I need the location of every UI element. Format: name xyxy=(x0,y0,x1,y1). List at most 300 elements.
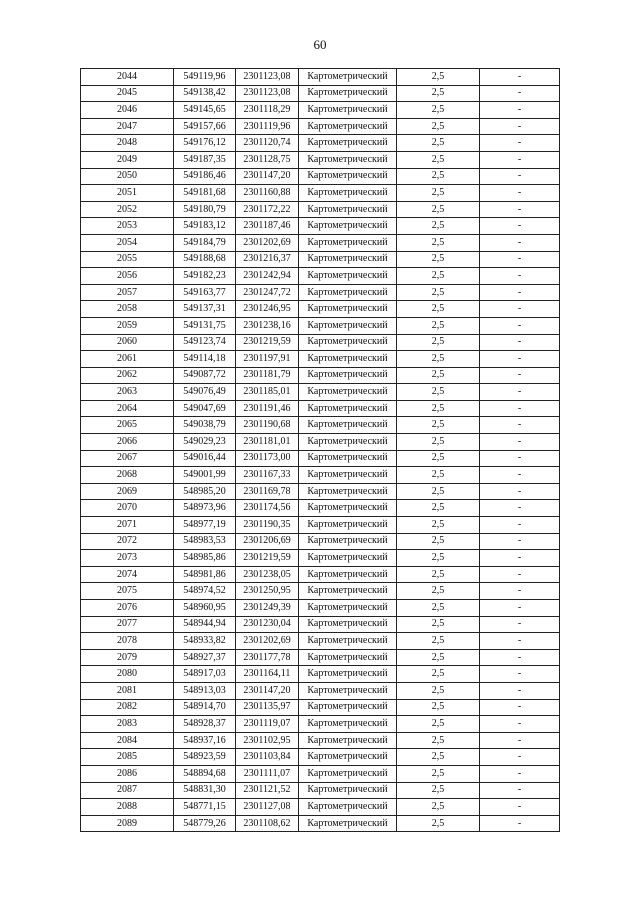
table-row xyxy=(81,633,560,650)
y-coordinate-cell: 2301238,16 xyxy=(236,317,299,334)
description-cell: - xyxy=(480,716,560,733)
accuracy-cell: 2,5 xyxy=(397,384,480,401)
x-coordinate-cell: 548917,03 xyxy=(174,666,236,683)
accuracy-cell: 2,5 xyxy=(397,284,480,301)
y-coordinate-cell: 2301147,20 xyxy=(236,168,299,185)
accuracy-cell: 2,5 xyxy=(397,317,480,334)
point-number-cell: 2087 xyxy=(81,782,174,799)
y-coordinate-cell: 2301173,00 xyxy=(236,450,299,467)
table-row xyxy=(81,218,560,235)
y-coordinate-cell: 2301123,08 xyxy=(236,85,299,102)
table-row xyxy=(81,533,560,550)
description-cell: - xyxy=(480,434,560,451)
table-row xyxy=(81,600,560,617)
description-cell: - xyxy=(480,633,560,650)
table-row xyxy=(81,168,560,185)
description-cell: - xyxy=(480,666,560,683)
accuracy-cell: 2,5 xyxy=(397,301,480,318)
table-row xyxy=(81,85,560,102)
accuracy-cell: 2,5 xyxy=(397,268,480,285)
table-row xyxy=(81,583,560,600)
y-coordinate-cell: 2301177,78 xyxy=(236,649,299,666)
description-cell: - xyxy=(480,185,560,202)
x-coordinate-cell: 549038,79 xyxy=(174,417,236,434)
y-coordinate-cell: 2301206,69 xyxy=(236,533,299,550)
point-number-cell: 2061 xyxy=(81,351,174,368)
description-cell: - xyxy=(480,102,560,119)
x-coordinate-cell: 549180,79 xyxy=(174,201,236,218)
y-coordinate-cell: 2301190,68 xyxy=(236,417,299,434)
accuracy-cell: 2,5 xyxy=(397,782,480,799)
method-cell: Картометрический xyxy=(299,815,397,832)
point-number-cell: 2055 xyxy=(81,251,174,268)
table-row xyxy=(81,716,560,733)
y-coordinate-cell: 2301202,69 xyxy=(236,234,299,251)
y-coordinate-cell: 2301164,11 xyxy=(236,666,299,683)
point-number-cell: 2085 xyxy=(81,749,174,766)
method-cell: Картометрический xyxy=(299,749,397,766)
point-number-cell: 2067 xyxy=(81,450,174,467)
x-coordinate-cell: 548937,16 xyxy=(174,732,236,749)
description-cell: - xyxy=(480,517,560,534)
point-number-cell: 2066 xyxy=(81,434,174,451)
point-number-cell: 2058 xyxy=(81,301,174,318)
accuracy-cell: 2,5 xyxy=(397,533,480,550)
y-coordinate-cell: 2301135,97 xyxy=(236,699,299,716)
description-cell: - xyxy=(480,317,560,334)
method-cell: Картометрический xyxy=(299,218,397,235)
description-cell: - xyxy=(480,749,560,766)
method-cell: Картометрический xyxy=(299,765,397,782)
description-cell: - xyxy=(480,168,560,185)
x-coordinate-cell: 548927,37 xyxy=(174,649,236,666)
x-coordinate-cell: 549184,79 xyxy=(174,234,236,251)
x-coordinate-cell: 548779,26 xyxy=(174,815,236,832)
x-coordinate-cell: 549123,74 xyxy=(174,334,236,351)
y-coordinate-cell: 2301147,20 xyxy=(236,682,299,699)
x-coordinate-cell: 549187,35 xyxy=(174,151,236,168)
table-row xyxy=(81,351,560,368)
table-row xyxy=(81,749,560,766)
method-cell: Картометрический xyxy=(299,317,397,334)
method-cell: Картометрический xyxy=(299,69,397,86)
description-cell: - xyxy=(480,284,560,301)
accuracy-cell: 2,5 xyxy=(397,450,480,467)
y-coordinate-cell: 2301108,62 xyxy=(236,815,299,832)
y-coordinate-cell: 2301167,33 xyxy=(236,467,299,484)
x-coordinate-cell: 548977,19 xyxy=(174,517,236,534)
description-cell: - xyxy=(480,616,560,633)
accuracy-cell: 2,5 xyxy=(397,815,480,832)
table-row xyxy=(81,284,560,301)
description-cell: - xyxy=(480,682,560,699)
accuracy-cell: 2,5 xyxy=(397,168,480,185)
description-cell: - xyxy=(480,351,560,368)
y-coordinate-cell: 2301127,08 xyxy=(236,799,299,816)
point-number-cell: 2056 xyxy=(81,268,174,285)
method-cell: Картометрический xyxy=(299,716,397,733)
table-row xyxy=(81,467,560,484)
description-cell: - xyxy=(480,234,560,251)
y-coordinate-cell: 2301160,88 xyxy=(236,185,299,202)
accuracy-cell: 2,5 xyxy=(397,550,480,567)
table-row xyxy=(81,417,560,434)
x-coordinate-cell: 549016,44 xyxy=(174,450,236,467)
accuracy-cell: 2,5 xyxy=(397,699,480,716)
description-cell: - xyxy=(480,799,560,816)
description-cell: - xyxy=(480,500,560,517)
accuracy-cell: 2,5 xyxy=(397,201,480,218)
method-cell: Картометрический xyxy=(299,732,397,749)
table-row xyxy=(81,434,560,451)
x-coordinate-cell: 549138,42 xyxy=(174,85,236,102)
method-cell: Картометрический xyxy=(299,533,397,550)
y-coordinate-cell: 2301128,75 xyxy=(236,151,299,168)
table-row xyxy=(81,799,560,816)
table-row xyxy=(81,566,560,583)
method-cell: Картометрический xyxy=(299,367,397,384)
point-number-cell: 2073 xyxy=(81,550,174,567)
x-coordinate-cell: 548983,53 xyxy=(174,533,236,550)
accuracy-cell: 2,5 xyxy=(397,234,480,251)
method-cell: Картометрический xyxy=(299,649,397,666)
method-cell: Картометрический xyxy=(299,799,397,816)
x-coordinate-cell: 549001,99 xyxy=(174,467,236,484)
description-cell: - xyxy=(480,699,560,716)
y-coordinate-cell: 2301202,69 xyxy=(236,633,299,650)
point-number-cell: 2077 xyxy=(81,616,174,633)
x-coordinate-cell: 549137,31 xyxy=(174,301,236,318)
point-number-cell: 2051 xyxy=(81,185,174,202)
table-row xyxy=(81,682,560,699)
x-coordinate-cell: 548894,68 xyxy=(174,765,236,782)
y-coordinate-cell: 2301111,07 xyxy=(236,765,299,782)
coordinates-table xyxy=(80,68,560,832)
table-row xyxy=(81,616,560,633)
description-cell: - xyxy=(480,566,560,583)
description-cell: - xyxy=(480,649,560,666)
description-cell: - xyxy=(480,550,560,567)
accuracy-cell: 2,5 xyxy=(397,483,480,500)
y-coordinate-cell: 2301216,37 xyxy=(236,251,299,268)
accuracy-cell: 2,5 xyxy=(397,69,480,86)
method-cell: Картометрический xyxy=(299,268,397,285)
point-number-cell: 2079 xyxy=(81,649,174,666)
description-cell: - xyxy=(480,732,560,749)
table-row xyxy=(81,69,560,86)
x-coordinate-cell: 549145,65 xyxy=(174,102,236,119)
y-coordinate-cell: 2301246,95 xyxy=(236,301,299,318)
accuracy-cell: 2,5 xyxy=(397,616,480,633)
y-coordinate-cell: 2301103,84 xyxy=(236,749,299,766)
accuracy-cell: 2,5 xyxy=(397,351,480,368)
description-cell: - xyxy=(480,151,560,168)
table-row xyxy=(81,301,560,318)
table-row xyxy=(81,251,560,268)
table-row xyxy=(81,500,560,517)
table-row xyxy=(81,151,560,168)
x-coordinate-cell: 549163,77 xyxy=(174,284,236,301)
y-coordinate-cell: 2301242,94 xyxy=(236,268,299,285)
x-coordinate-cell: 549029,23 xyxy=(174,434,236,451)
y-coordinate-cell: 2301191,46 xyxy=(236,400,299,417)
table-row xyxy=(81,666,560,683)
point-number-cell: 2052 xyxy=(81,201,174,218)
y-coordinate-cell: 2301172,22 xyxy=(236,201,299,218)
method-cell: Картометрический xyxy=(299,467,397,484)
x-coordinate-cell: 548985,20 xyxy=(174,483,236,500)
point-number-cell: 2064 xyxy=(81,400,174,417)
method-cell: Картометрический xyxy=(299,616,397,633)
accuracy-cell: 2,5 xyxy=(397,566,480,583)
table-row xyxy=(81,400,560,417)
accuracy-cell: 2,5 xyxy=(397,467,480,484)
method-cell: Картометрический xyxy=(299,682,397,699)
description-cell: - xyxy=(480,218,560,235)
x-coordinate-cell: 548973,96 xyxy=(174,500,236,517)
table-row xyxy=(81,765,560,782)
method-cell: Картометрический xyxy=(299,201,397,218)
accuracy-cell: 2,5 xyxy=(397,400,480,417)
point-number-cell: 2069 xyxy=(81,483,174,500)
table-row xyxy=(81,649,560,666)
description-cell: - xyxy=(480,583,560,600)
x-coordinate-cell: 548831,30 xyxy=(174,782,236,799)
x-coordinate-cell: 549182,23 xyxy=(174,268,236,285)
x-coordinate-cell: 549047,69 xyxy=(174,400,236,417)
table-row xyxy=(81,268,560,285)
y-coordinate-cell: 2301190,35 xyxy=(236,517,299,534)
y-coordinate-cell: 2301181,79 xyxy=(236,367,299,384)
point-number-cell: 2060 xyxy=(81,334,174,351)
y-coordinate-cell: 2301119,96 xyxy=(236,118,299,135)
point-number-cell: 2053 xyxy=(81,218,174,235)
y-coordinate-cell: 2301249,39 xyxy=(236,600,299,617)
x-coordinate-cell: 549188,68 xyxy=(174,251,236,268)
accuracy-cell: 2,5 xyxy=(397,500,480,517)
method-cell: Картометрический xyxy=(299,351,397,368)
method-cell: Картометрический xyxy=(299,500,397,517)
point-number-cell: 2083 xyxy=(81,716,174,733)
x-coordinate-cell: 548985,86 xyxy=(174,550,236,567)
description-cell: - xyxy=(480,251,560,268)
description-cell: - xyxy=(480,384,560,401)
table-row xyxy=(81,450,560,467)
description-cell: - xyxy=(480,334,560,351)
accuracy-cell: 2,5 xyxy=(397,218,480,235)
description-cell: - xyxy=(480,483,560,500)
y-coordinate-cell: 2301238,05 xyxy=(236,566,299,583)
point-number-cell: 2059 xyxy=(81,317,174,334)
page-number: 60 xyxy=(313,37,327,52)
x-coordinate-cell: 548944,94 xyxy=(174,616,236,633)
y-coordinate-cell: 2301102,95 xyxy=(236,732,299,749)
y-coordinate-cell: 2301121,52 xyxy=(236,782,299,799)
description-cell: - xyxy=(480,782,560,799)
point-number-cell: 2088 xyxy=(81,799,174,816)
point-number-cell: 2070 xyxy=(81,500,174,517)
y-coordinate-cell: 2301169,78 xyxy=(236,483,299,500)
description-cell: - xyxy=(480,135,560,152)
method-cell: Картометрический xyxy=(299,633,397,650)
table-row xyxy=(81,135,560,152)
point-number-cell: 2063 xyxy=(81,384,174,401)
table-row xyxy=(81,334,560,351)
table-row xyxy=(81,384,560,401)
accuracy-cell: 2,5 xyxy=(397,85,480,102)
point-number-cell: 2065 xyxy=(81,417,174,434)
y-coordinate-cell: 2301181,01 xyxy=(236,434,299,451)
method-cell: Картометрический xyxy=(299,483,397,500)
y-coordinate-cell: 2301174,56 xyxy=(236,500,299,517)
point-number-cell: 2080 xyxy=(81,666,174,683)
accuracy-cell: 2,5 xyxy=(397,517,480,534)
description-cell: - xyxy=(480,85,560,102)
y-coordinate-cell: 2301119,07 xyxy=(236,716,299,733)
accuracy-cell: 2,5 xyxy=(397,434,480,451)
description-cell: - xyxy=(480,301,560,318)
point-number-cell: 2074 xyxy=(81,566,174,583)
accuracy-cell: 2,5 xyxy=(397,716,480,733)
method-cell: Картометрический xyxy=(299,85,397,102)
point-number-cell: 2086 xyxy=(81,765,174,782)
table-row xyxy=(81,699,560,716)
description-cell: - xyxy=(480,201,560,218)
point-number-cell: 2049 xyxy=(81,151,174,168)
table-row xyxy=(81,483,560,500)
method-cell: Картометрический xyxy=(299,234,397,251)
description-cell: - xyxy=(480,600,560,617)
description-cell: - xyxy=(480,400,560,417)
y-coordinate-cell: 2301247,72 xyxy=(236,284,299,301)
point-number-cell: 2071 xyxy=(81,517,174,534)
accuracy-cell: 2,5 xyxy=(397,118,480,135)
table-row xyxy=(81,185,560,202)
description-cell: - xyxy=(480,533,560,550)
y-coordinate-cell: 2301120,74 xyxy=(236,135,299,152)
method-cell: Картометрический xyxy=(299,566,397,583)
y-coordinate-cell: 2301230,04 xyxy=(236,616,299,633)
point-number-cell: 2084 xyxy=(81,732,174,749)
accuracy-cell: 2,5 xyxy=(397,417,480,434)
method-cell: Картометрический xyxy=(299,118,397,135)
description-cell: - xyxy=(480,268,560,285)
accuracy-cell: 2,5 xyxy=(397,666,480,683)
method-cell: Картометрический xyxy=(299,102,397,119)
y-coordinate-cell: 2301219,59 xyxy=(236,334,299,351)
table-row xyxy=(81,118,560,135)
point-number-cell: 2089 xyxy=(81,815,174,832)
x-coordinate-cell: 549087,72 xyxy=(174,367,236,384)
table-row xyxy=(81,732,560,749)
point-number-cell: 2081 xyxy=(81,682,174,699)
method-cell: Картометрический xyxy=(299,550,397,567)
x-coordinate-cell: 549176,12 xyxy=(174,135,236,152)
x-coordinate-cell: 548771,15 xyxy=(174,799,236,816)
method-cell: Картометрический xyxy=(299,417,397,434)
x-coordinate-cell: 549157,66 xyxy=(174,118,236,135)
description-cell: - xyxy=(480,815,560,832)
y-coordinate-cell: 2301250,95 xyxy=(236,583,299,600)
accuracy-cell: 2,5 xyxy=(397,649,480,666)
y-coordinate-cell: 2301187,46 xyxy=(236,218,299,235)
x-coordinate-cell: 548914,70 xyxy=(174,699,236,716)
point-number-cell: 2047 xyxy=(81,118,174,135)
accuracy-cell: 2,5 xyxy=(397,633,480,650)
accuracy-cell: 2,5 xyxy=(397,765,480,782)
method-cell: Картометрический xyxy=(299,600,397,617)
point-number-cell: 2068 xyxy=(81,467,174,484)
x-coordinate-cell: 548913,03 xyxy=(174,682,236,699)
accuracy-cell: 2,5 xyxy=(397,583,480,600)
table-row xyxy=(81,782,560,799)
point-number-cell: 2072 xyxy=(81,533,174,550)
x-coordinate-cell: 549183,12 xyxy=(174,218,236,235)
method-cell: Картометрический xyxy=(299,699,397,716)
y-coordinate-cell: 2301197,91 xyxy=(236,351,299,368)
method-cell: Картометрический xyxy=(299,583,397,600)
point-number-cell: 2075 xyxy=(81,583,174,600)
method-cell: Картометрический xyxy=(299,135,397,152)
description-cell: - xyxy=(480,765,560,782)
x-coordinate-cell: 548923,59 xyxy=(174,749,236,766)
method-cell: Картометрический xyxy=(299,151,397,168)
description-cell: - xyxy=(480,69,560,86)
method-cell: Картометрический xyxy=(299,450,397,467)
method-cell: Картометрический xyxy=(299,301,397,318)
table-row xyxy=(81,517,560,534)
point-number-cell: 2076 xyxy=(81,600,174,617)
method-cell: Картометрический xyxy=(299,517,397,534)
x-coordinate-cell: 549114,18 xyxy=(174,351,236,368)
x-coordinate-cell: 548960,95 xyxy=(174,600,236,617)
y-coordinate-cell: 2301185,01 xyxy=(236,384,299,401)
method-cell: Картометрический xyxy=(299,251,397,268)
table-row xyxy=(81,201,560,218)
x-coordinate-cell: 549131,75 xyxy=(174,317,236,334)
x-coordinate-cell: 549186,46 xyxy=(174,168,236,185)
table-row xyxy=(81,550,560,567)
point-number-cell: 2062 xyxy=(81,367,174,384)
description-cell: - xyxy=(480,417,560,434)
table-row xyxy=(81,234,560,251)
point-number-cell: 2054 xyxy=(81,234,174,251)
method-cell: Картометрический xyxy=(299,334,397,351)
coordinates-table-body xyxy=(81,69,560,832)
x-coordinate-cell: 548928,37 xyxy=(174,716,236,733)
method-cell: Картометрический xyxy=(299,434,397,451)
table-row xyxy=(81,367,560,384)
point-number-cell: 2046 xyxy=(81,102,174,119)
description-cell: - xyxy=(480,367,560,384)
y-coordinate-cell: 2301118,29 xyxy=(236,102,299,119)
accuracy-cell: 2,5 xyxy=(397,749,480,766)
description-cell: - xyxy=(480,467,560,484)
method-cell: Картометрический xyxy=(299,168,397,185)
point-number-cell: 2078 xyxy=(81,633,174,650)
table-row xyxy=(81,102,560,119)
accuracy-cell: 2,5 xyxy=(397,682,480,699)
method-cell: Картометрический xyxy=(299,384,397,401)
accuracy-cell: 2,5 xyxy=(397,135,480,152)
accuracy-cell: 2,5 xyxy=(397,732,480,749)
x-coordinate-cell: 548933,82 xyxy=(174,633,236,650)
point-number-cell: 2048 xyxy=(81,135,174,152)
accuracy-cell: 2,5 xyxy=(397,799,480,816)
point-number-cell: 2050 xyxy=(81,168,174,185)
y-coordinate-cell: 2301123,08 xyxy=(236,69,299,86)
accuracy-cell: 2,5 xyxy=(397,600,480,617)
